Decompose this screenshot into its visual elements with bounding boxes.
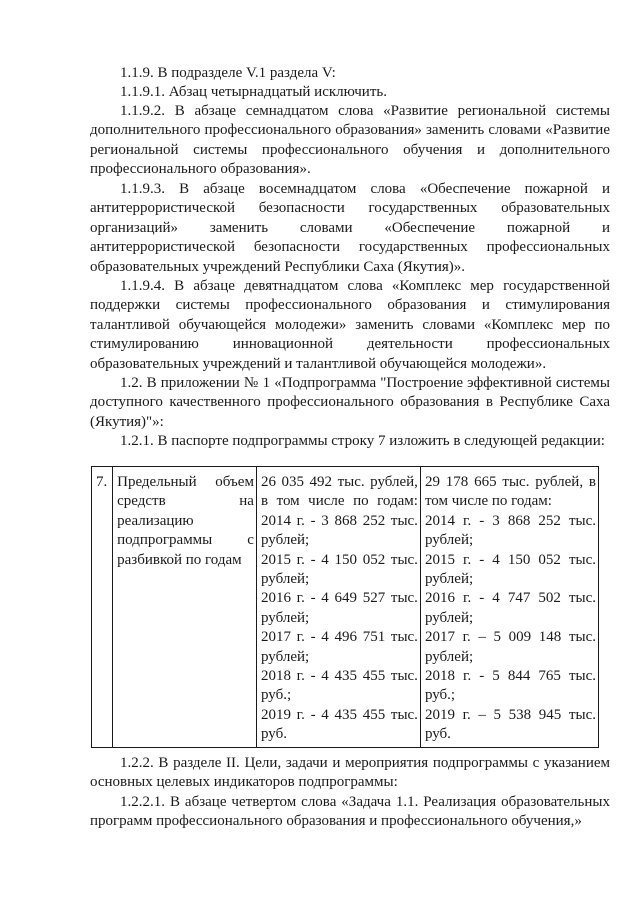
old-value-line: рублей; — [260, 648, 310, 665]
new-value-line: рублей; — [424, 532, 474, 549]
old-value-cell — [256, 467, 420, 748]
new-value-line: руб. — [424, 726, 451, 743]
new-value-line: 2014 г. - 3 868 252 тыс. — [424, 512, 596, 529]
new-value-line: 2016 г. - 4 747 502 тыс. — [424, 590, 596, 607]
new-value-line: 29 178 665 тыс. рублей, в — [424, 474, 596, 490]
old-value-line: 2017 г. - 4 496 751 тыс. — [260, 629, 418, 646]
label-line: реализацию — [117, 512, 194, 529]
new-value-cell — [420, 467, 598, 748]
paragraph-1-1-9-2: 1.1.9.2. В абзаце семнадцатом слова «Развитие региональной системы дополнительного профессионального образования» заменить словами «Развитие региональной системы профессионального обучения и дополнительного профессионального образования». — [90, 103, 610, 178]
label-line: подпрограммы с — [117, 532, 254, 549]
paragraph-1-2-1: 1.2.1. В паспорте подпрограммы строку 7 изложить в следующей редакции: — [120, 433, 605, 449]
new-value-line: 2018 г. - 5 844 765 тыс. — [424, 668, 596, 685]
paragraph-1-1-9: 1.1.9. В подразделе V.1 раздела V: — [120, 65, 336, 81]
old-value-line: 2018 г. - 4 435 455 тыс. — [260, 668, 418, 685]
new-value-line: 2017 г. – 5 009 148 тыс. — [424, 629, 596, 646]
old-value-line: руб.; — [260, 687, 292, 704]
new-value-line: руб.; — [424, 687, 456, 704]
old-value-line: в том числе по годам: — [260, 493, 418, 510]
old-value-line: 2015 г. - 4 150 052 тыс. — [260, 551, 418, 568]
paragraph-1-1-9-1: 1.1.9.1. Абзац четырнадцатый исключить. — [120, 84, 387, 100]
new-value-line: рублей; — [424, 609, 474, 626]
label-line: Предельный объем — [117, 474, 254, 490]
passport-table — [91, 466, 599, 748]
old-value-line: 26 035 492 тыс. рублей, — [260, 474, 418, 490]
old-value-line: рублей; — [260, 532, 310, 549]
new-value-line: 2015 г. - 4 150 052 тыс. — [424, 551, 596, 568]
paragraph-1-2-2-1: 1.2.2.1. В абзаце четвертом слова «Задача 1.1. Реализация образовательных программ профессионального образования и профессионального обучения,» — [90, 794, 610, 830]
old-value-line: 2014 г. - 3 868 252 тыс. — [260, 512, 418, 529]
new-value-line: рублей; — [424, 648, 474, 665]
old-value-line: руб. — [260, 726, 287, 743]
new-value-line: 2019 г. – 5 538 945 тыс. — [424, 706, 596, 723]
old-value-line: 2019 г. - 4 435 455 тыс. — [260, 706, 418, 723]
new-value-line: рублей; — [424, 571, 474, 588]
old-value-line: рублей; — [260, 571, 310, 588]
label-line: разбивкой по годам — [117, 551, 242, 568]
row-number-cell: 7. — [92, 467, 113, 748]
old-value-line: 2016 г. - 4 649 527 тыс. — [260, 590, 418, 607]
table-row — [92, 467, 599, 748]
old-value-line: рублей; — [260, 609, 310, 626]
paragraph-1-2: 1.2. В приложении № 1 «Подпрограмма "Построение эффективной системы доступного качественного профессионального образования в Республике Саха (Якутия)"»: — [90, 375, 610, 430]
label-cell — [113, 467, 257, 748]
label-line: средств на — [117, 493, 254, 510]
paragraph-1-2-2: 1.2.2. В разделе II. Цели, задачи и мероприятия подпрограммы с указанием основных целевых индикаторов подпрограммы: — [90, 755, 610, 791]
new-value-line: том числе по годам: — [424, 493, 552, 510]
paragraph-1-1-9-3: 1.1.9.3. В абзаце восемнадцатом слова «Обеспечение пожарной и антитеррористической безопасности государственных образовательных организаций» заменить словами «Обеспечение пожарной и антитеррористической безопасности государственных профессиональных образовательных учреждений Республики Саха (Якутия)». — [90, 181, 610, 275]
paragraph-1-1-9-4: 1.1.9.4. В абзаце девятнадцатом слова «Комплекс мер государственной поддержки системы профессионального образования и стимулирования талантливой обучающейся молодежи» заменить словами «Комплекс мер по стимулированию инновационной деятельности профессиональных образовательных учреждений и талантливой обучающейся молодежи». — [90, 278, 610, 372]
